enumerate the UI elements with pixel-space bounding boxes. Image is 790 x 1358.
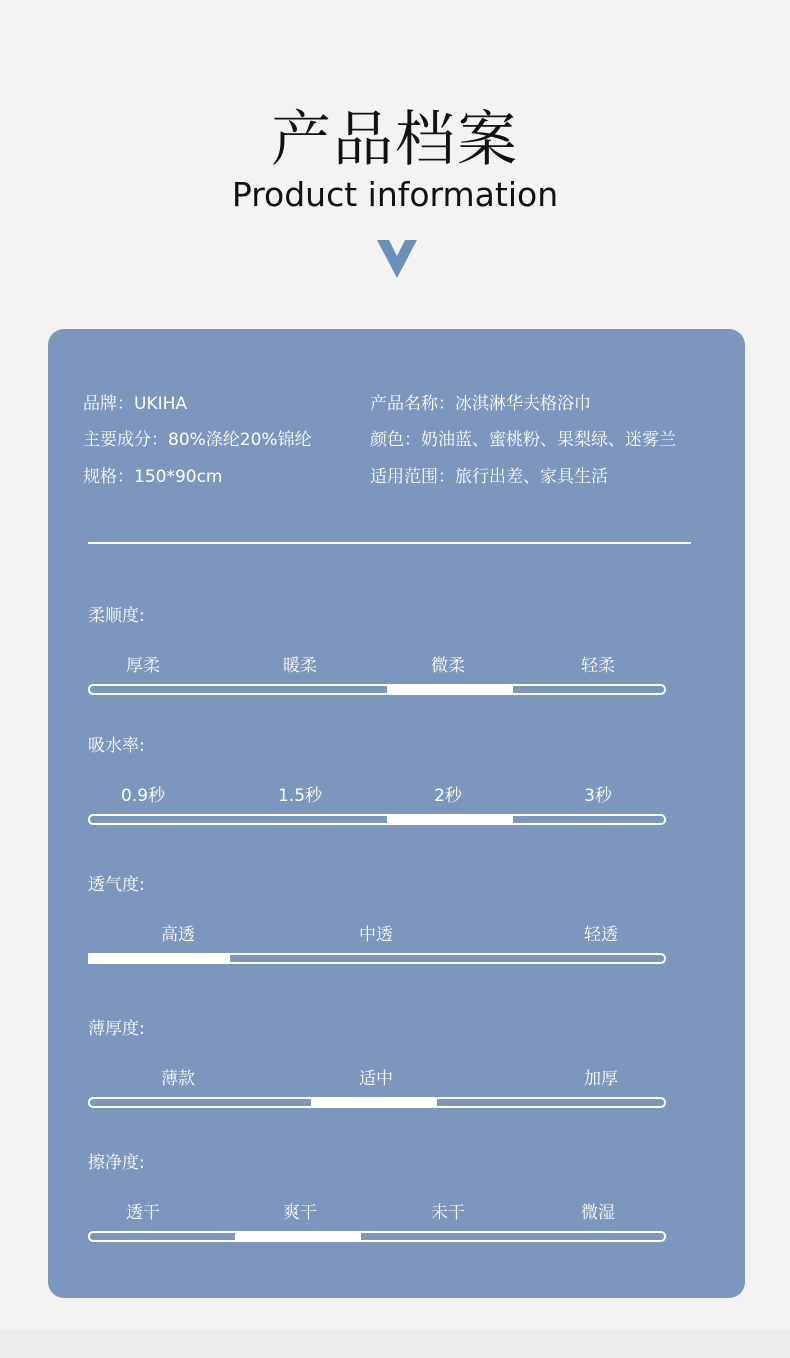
rating-level-fill	[88, 953, 230, 964]
rating-option: 透干	[126, 1203, 160, 1223]
rating-option: 厚柔	[126, 656, 160, 676]
rating-option: 加厚	[584, 1069, 618, 1089]
rating-option: 轻透	[584, 925, 618, 945]
spec-composition: 主要成分：80%涤纶20%锦纶	[83, 430, 312, 450]
rating-option: 薄款	[161, 1069, 195, 1089]
divider	[88, 542, 691, 544]
rating-level-fill	[387, 684, 513, 695]
rating-level-fill	[311, 1097, 437, 1108]
rating-track	[88, 953, 666, 964]
rating-option: 轻柔	[581, 656, 615, 676]
rating-option: 未干	[431, 1203, 465, 1223]
spec-usage: 适用范围：旅行出差、家具生活	[370, 467, 608, 487]
rating-option: 适中	[359, 1069, 393, 1089]
rating-level-fill	[387, 814, 513, 825]
rating-option: 暖柔	[283, 656, 317, 676]
rating-option: 3秒	[584, 786, 612, 806]
rating-label: 透气度:	[88, 875, 145, 895]
rating-option: 中透	[359, 925, 393, 945]
rating-label: 柔顺度:	[88, 606, 145, 626]
spec-product-name: 产品名称：冰淇淋华夫格浴巾	[370, 394, 591, 414]
rating-option: 1.5秒	[277, 786, 323, 806]
spec-size: 规格：150*90cm	[83, 467, 223, 487]
rating-option: 爽干	[283, 1203, 317, 1223]
rating-label: 擦净度:	[88, 1153, 145, 1173]
rating-track	[88, 814, 666, 825]
rating-level-fill	[235, 1231, 361, 1242]
rating-option: 0.9秒	[120, 786, 166, 806]
bottom-band	[0, 1330, 790, 1358]
rating-option: 微湿	[581, 1203, 615, 1223]
rating-option: 高透	[161, 925, 195, 945]
rating-track	[88, 1097, 666, 1108]
rating-option: 2秒	[434, 786, 462, 806]
page-title: 产品档案	[271, 105, 519, 175]
page-subtitle: Product information	[231, 175, 559, 214]
rating-label: 薄厚度:	[88, 1019, 145, 1039]
chevron-down-icon	[375, 238, 419, 282]
rating-track	[88, 1231, 666, 1242]
spec-brand: 品牌：UKIHA	[83, 394, 188, 414]
product-info-card	[48, 329, 745, 1298]
rating-label: 吸水率:	[88, 736, 145, 756]
rating-option: 微柔	[431, 656, 465, 676]
rating-track	[88, 684, 666, 695]
spec-colors: 颜色：奶油蓝、蜜桃粉、果梨绿、迷雾兰	[370, 430, 676, 450]
